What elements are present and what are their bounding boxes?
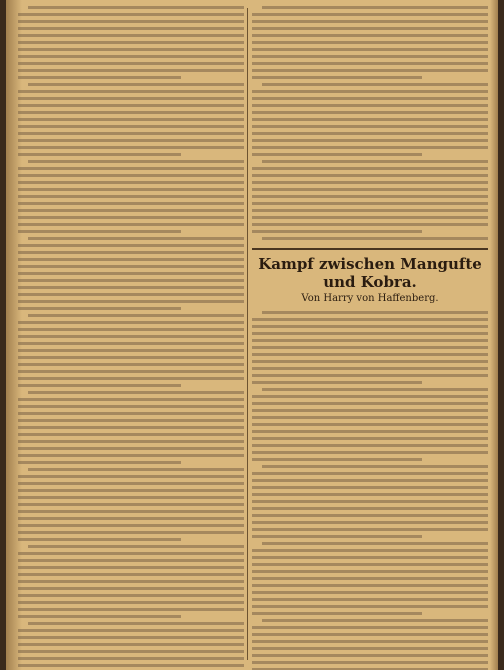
text-line-placeholder	[252, 27, 488, 30]
text-line-placeholder	[18, 650, 244, 653]
text-line-placeholder	[18, 244, 244, 247]
text-line-placeholder	[252, 521, 488, 524]
text-line-placeholder	[252, 20, 488, 23]
text-line-placeholder	[18, 370, 244, 373]
text-line-placeholder	[18, 258, 244, 261]
text-line-placeholder	[18, 209, 244, 212]
text-line-placeholder	[252, 13, 488, 16]
text-line-placeholder	[28, 391, 244, 394]
text-line-placeholder	[252, 216, 488, 219]
text-line-placeholder	[18, 69, 244, 72]
article-body-text-placeholder	[252, 311, 488, 670]
text-line-placeholder	[18, 608, 244, 611]
text-line-placeholder	[28, 545, 244, 548]
text-line-placeholder	[18, 587, 244, 590]
text-line-placeholder	[252, 90, 488, 93]
text-line-placeholder	[18, 230, 181, 233]
text-line-placeholder	[252, 654, 488, 657]
article-headline: Kampf zwischen Mangufte und Kobra.	[258, 255, 482, 291]
right-column-upper-text-placeholder	[252, 6, 488, 240]
text-line-placeholder	[252, 318, 488, 321]
text-line-placeholder	[252, 605, 488, 608]
text-line-placeholder	[252, 346, 488, 349]
text-line-placeholder	[262, 237, 488, 240]
text-line-placeholder	[252, 458, 422, 461]
text-line-placeholder	[252, 500, 488, 503]
text-line-placeholder	[18, 412, 244, 415]
text-line-placeholder	[18, 489, 244, 492]
text-line-placeholder	[18, 132, 244, 135]
text-line-placeholder	[252, 612, 422, 615]
text-line-placeholder	[18, 594, 244, 597]
text-line-placeholder	[252, 416, 488, 419]
column-divider	[247, 8, 248, 660]
text-line-placeholder	[18, 377, 244, 380]
text-line-placeholder	[18, 510, 244, 513]
text-line-placeholder	[252, 146, 488, 149]
text-line-placeholder	[18, 664, 244, 667]
text-line-placeholder	[28, 622, 244, 625]
text-line-placeholder	[28, 83, 244, 86]
text-line-placeholder	[28, 468, 244, 471]
text-line-placeholder	[18, 524, 244, 527]
text-line-placeholder	[28, 237, 244, 240]
text-line-placeholder	[18, 363, 244, 366]
text-line-placeholder	[252, 472, 488, 475]
text-line-placeholder	[252, 479, 488, 482]
text-line-placeholder	[18, 356, 244, 359]
text-line-placeholder	[252, 528, 488, 531]
text-line-placeholder	[18, 188, 244, 191]
text-line-placeholder	[262, 619, 488, 622]
newspaper-page	[6, 0, 498, 670]
text-line-placeholder	[252, 444, 488, 447]
text-line-placeholder	[18, 482, 244, 485]
text-line-placeholder	[18, 321, 244, 324]
text-line-placeholder	[252, 374, 488, 377]
text-line-placeholder	[252, 132, 488, 135]
text-line-placeholder	[252, 493, 488, 496]
text-line-placeholder	[18, 496, 244, 499]
text-line-placeholder	[252, 626, 488, 629]
text-line-placeholder	[18, 216, 244, 219]
text-line-placeholder	[252, 202, 488, 205]
text-line-placeholder	[18, 76, 181, 79]
text-line-placeholder	[18, 335, 244, 338]
text-line-placeholder	[18, 174, 244, 177]
text-line-placeholder	[18, 202, 244, 205]
text-line-placeholder	[18, 566, 244, 569]
text-line-placeholder	[252, 451, 488, 454]
right-column	[252, 6, 488, 662]
text-line-placeholder	[252, 174, 488, 177]
text-line-placeholder	[18, 657, 244, 660]
text-line-placeholder	[252, 563, 488, 566]
text-line-placeholder	[18, 97, 244, 100]
text-line-placeholder	[18, 475, 244, 478]
text-line-placeholder	[252, 34, 488, 37]
text-line-placeholder	[262, 83, 488, 86]
text-line-placeholder	[18, 398, 244, 401]
section-divider	[252, 248, 488, 250]
text-line-placeholder	[252, 339, 488, 342]
text-line-placeholder	[18, 629, 244, 632]
text-line-placeholder	[28, 160, 244, 163]
text-line-placeholder	[18, 27, 244, 30]
text-line-placeholder	[18, 538, 181, 541]
text-line-placeholder	[18, 48, 244, 51]
text-line-placeholder	[18, 580, 244, 583]
text-line-placeholder	[252, 55, 488, 58]
text-line-placeholder	[18, 440, 244, 443]
text-line-placeholder	[252, 486, 488, 489]
text-line-placeholder	[252, 661, 488, 664]
text-line-placeholder	[18, 461, 181, 464]
text-line-placeholder	[18, 55, 244, 58]
text-line-placeholder	[18, 90, 244, 93]
text-line-placeholder	[252, 409, 488, 412]
text-line-placeholder	[18, 636, 244, 639]
text-line-placeholder	[252, 549, 488, 552]
text-line-placeholder	[18, 615, 181, 618]
text-line-placeholder	[252, 41, 488, 44]
text-line-placeholder	[252, 188, 488, 191]
text-line-placeholder	[252, 640, 488, 643]
text-line-placeholder	[18, 426, 244, 429]
text-line-placeholder	[18, 279, 244, 282]
text-line-placeholder	[28, 6, 244, 9]
text-line-placeholder	[252, 633, 488, 636]
text-line-placeholder	[252, 69, 488, 72]
left-column	[18, 6, 244, 662]
text-line-placeholder	[262, 6, 488, 9]
text-line-placeholder	[18, 104, 244, 107]
text-line-placeholder	[18, 433, 244, 436]
text-line-placeholder	[18, 272, 244, 275]
text-line-placeholder	[252, 167, 488, 170]
text-line-placeholder	[252, 230, 422, 233]
text-line-placeholder	[18, 251, 244, 254]
text-line-placeholder	[18, 552, 244, 555]
text-line-placeholder	[252, 570, 488, 573]
text-line-placeholder	[252, 507, 488, 510]
text-line-placeholder	[18, 573, 244, 576]
text-line-placeholder	[252, 360, 488, 363]
text-line-placeholder	[262, 311, 488, 314]
text-line-placeholder	[252, 139, 488, 142]
text-line-placeholder	[252, 514, 488, 517]
text-line-placeholder	[252, 402, 488, 405]
text-line-placeholder	[252, 223, 488, 226]
text-line-placeholder	[18, 139, 244, 142]
text-line-placeholder	[18, 300, 244, 303]
text-line-placeholder	[262, 542, 488, 545]
text-line-placeholder	[252, 598, 488, 601]
text-line-placeholder	[28, 314, 244, 317]
text-line-placeholder	[252, 104, 488, 107]
text-line-placeholder	[18, 13, 244, 16]
text-line-placeholder	[252, 556, 488, 559]
text-line-placeholder	[18, 307, 181, 310]
text-line-placeholder	[252, 195, 488, 198]
text-line-placeholder	[18, 328, 244, 331]
text-line-placeholder	[252, 111, 488, 114]
text-line-placeholder	[262, 160, 488, 163]
text-line-placeholder	[252, 209, 488, 212]
text-line-placeholder	[18, 503, 244, 506]
text-line-placeholder	[18, 517, 244, 520]
text-line-placeholder	[18, 559, 244, 562]
text-line-placeholder	[18, 349, 244, 352]
text-line-placeholder	[18, 223, 244, 226]
text-line-placeholder	[18, 181, 244, 184]
text-line-placeholder	[18, 601, 244, 604]
text-line-placeholder	[252, 153, 422, 156]
text-line-placeholder	[18, 293, 244, 296]
page-edge-shadow-right	[490, 0, 498, 670]
text-line-placeholder	[18, 111, 244, 114]
text-line-placeholder	[252, 423, 488, 426]
text-line-placeholder	[252, 437, 488, 440]
text-line-placeholder	[18, 62, 244, 65]
text-line-placeholder	[18, 405, 244, 408]
text-line-placeholder	[18, 384, 181, 387]
article-byline: Von Harry von Haffenberg.	[301, 293, 439, 304]
text-line-placeholder	[18, 41, 244, 44]
text-line-placeholder	[252, 591, 488, 594]
text-line-placeholder	[18, 531, 244, 534]
text-line-placeholder	[18, 167, 244, 170]
text-line-placeholder	[252, 584, 488, 587]
text-line-placeholder	[252, 125, 488, 128]
text-line-placeholder	[18, 419, 244, 422]
text-line-placeholder	[18, 125, 244, 128]
text-line-placeholder	[18, 265, 244, 268]
text-line-placeholder	[18, 34, 244, 37]
text-line-placeholder	[252, 381, 422, 384]
text-line-placeholder	[252, 62, 488, 65]
text-line-placeholder	[252, 181, 488, 184]
text-line-placeholder	[18, 643, 244, 646]
text-line-placeholder	[252, 395, 488, 398]
text-line-placeholder	[262, 465, 488, 468]
text-line-placeholder	[252, 76, 422, 79]
text-line-placeholder	[18, 153, 181, 156]
left-column-text-placeholder	[18, 6, 244, 670]
text-line-placeholder	[18, 20, 244, 23]
text-line-placeholder	[252, 647, 488, 650]
text-line-placeholder	[18, 146, 244, 149]
text-line-placeholder	[252, 118, 488, 121]
text-line-placeholder	[252, 535, 422, 538]
text-line-placeholder	[18, 342, 244, 345]
text-line-placeholder	[18, 118, 244, 121]
text-line-placeholder	[18, 286, 244, 289]
text-line-placeholder	[252, 48, 488, 51]
text-line-placeholder	[262, 388, 488, 391]
text-line-placeholder	[252, 325, 488, 328]
text-line-placeholder	[18, 447, 244, 450]
text-line-placeholder	[18, 454, 244, 457]
text-line-placeholder	[252, 97, 488, 100]
text-line-placeholder	[252, 577, 488, 580]
text-line-placeholder	[252, 353, 488, 356]
text-line-placeholder	[18, 195, 244, 198]
text-line-placeholder	[252, 332, 488, 335]
text-line-placeholder	[252, 367, 488, 370]
text-line-placeholder	[252, 430, 488, 433]
